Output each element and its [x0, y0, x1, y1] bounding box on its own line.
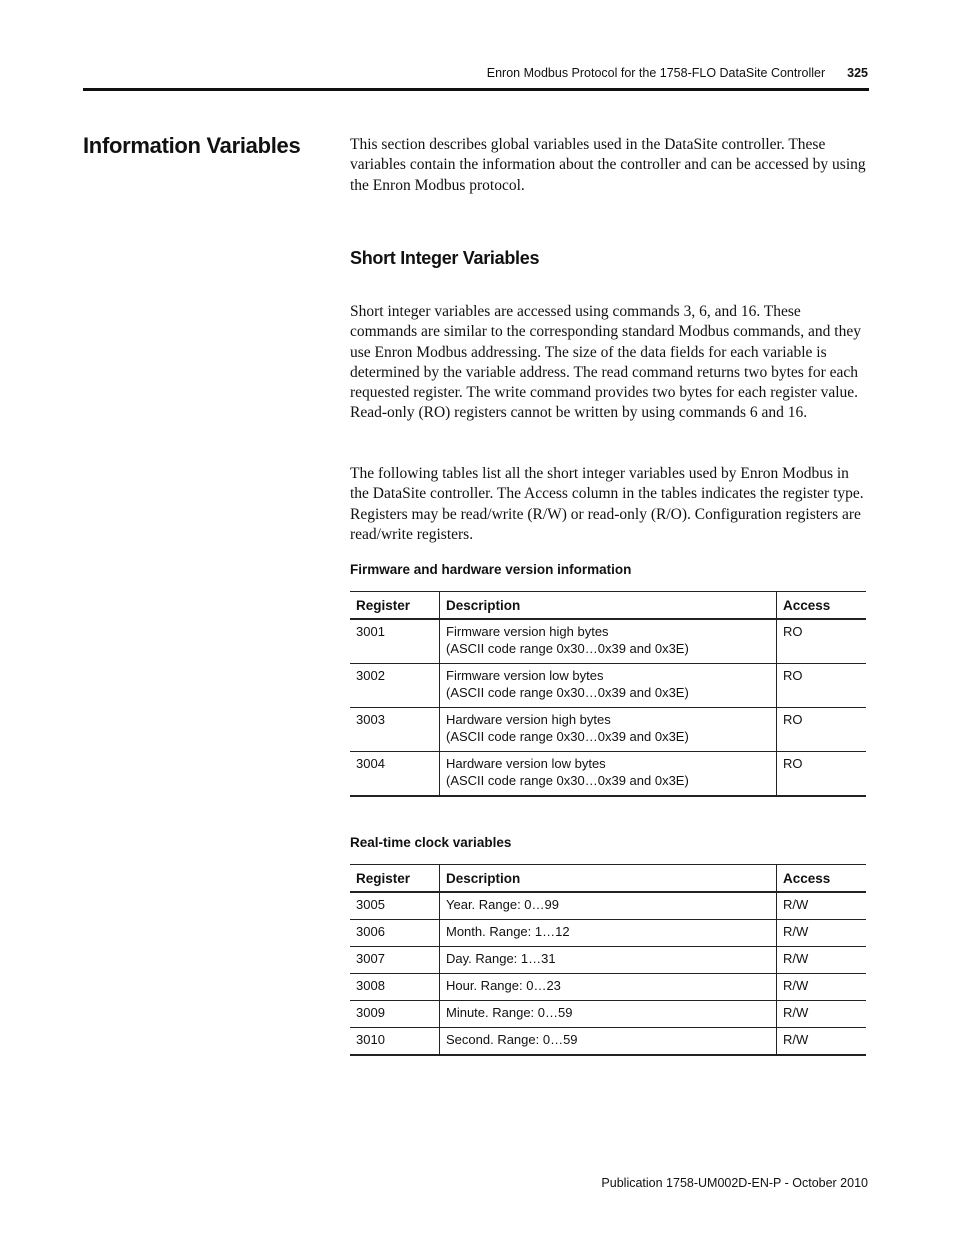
- register-cell: 3010: [350, 1028, 440, 1056]
- description-cell: Day. Range: 1…31: [440, 947, 777, 974]
- page-number: 325: [847, 66, 868, 80]
- table-row: [350, 892, 866, 920]
- access-cell: RO: [777, 708, 867, 752]
- register-cell: 3009: [350, 1001, 440, 1028]
- table-row: [350, 1028, 866, 1056]
- table-header-row: [350, 865, 866, 893]
- description-line: (ASCII code range 0x30…0x39 and 0x3E): [446, 729, 689, 744]
- description-cell: [440, 664, 777, 708]
- section-title: Information Variables: [83, 133, 301, 158]
- column-header: Access: [777, 592, 867, 620]
- table1-caption: Firmware and hardware version information: [350, 562, 632, 577]
- description-cell: Year. Range: 0…99: [440, 892, 777, 920]
- table-row: [350, 947, 866, 974]
- access-cell: RO: [777, 752, 867, 797]
- body-paragraph-1: Short integer variables are accessed using commands 3, 6, and 16. These commands are similar to the corresponding standard Modbus commands, and they use Enron Modbus addressing. The size of the data fields for each variable is determined by the variable address. The read command returns two bytes for each requested register. The write command provides two bytes for each register value. Read-only (RO) registers cannot be written by using commands 6 and 16.: [350, 303, 861, 422]
- body-paragraph-2: The following tables list all the short integer variables used by Enron Modbus in the DataSite controller. The Access column in the tables indicates the register type. Registers may be read/write (R/W) or read-only (R/O). Configuration registers are read/write registers.: [350, 465, 864, 543]
- subsection-title: Short Integer Variables: [350, 248, 540, 268]
- running-title: Enron Modbus Protocol for the 1758-FLO DataSite Controller: [486, 66, 826, 80]
- access-cell: R/W: [777, 1028, 867, 1056]
- column-header: Description: [440, 592, 777, 620]
- description-line: Firmware version low bytes: [446, 668, 604, 683]
- description-cell: Hour. Range: 0…23: [440, 974, 777, 1001]
- intro-block: [350, 135, 868, 196]
- table2-caption: Real-time clock variables: [350, 835, 512, 850]
- publication-footer: Publication 1758-UM002D-EN-P - October 2010: [601, 1176, 868, 1190]
- table-row: [350, 974, 866, 1001]
- description-line: (ASCII code range 0x30…0x39 and 0x3E): [446, 773, 689, 788]
- register-cell: 3008: [350, 974, 440, 1001]
- description-line: (ASCII code range 0x30…0x39 and 0x3E): [446, 641, 689, 656]
- description-cell: [440, 619, 777, 664]
- access-cell: R/W: [777, 920, 867, 947]
- table-row: [350, 619, 866, 664]
- description-cell: Month. Range: 1…12: [440, 920, 777, 947]
- table-row: [350, 920, 866, 947]
- description-cell: [440, 708, 777, 752]
- column-header: Register: [350, 865, 440, 893]
- header-rule: [83, 88, 869, 91]
- table-row: [350, 1001, 866, 1028]
- access-cell: R/W: [777, 947, 867, 974]
- table-row: [350, 752, 866, 797]
- body-block-2: [350, 464, 868, 545]
- description-line: Hardware version low bytes: [446, 756, 606, 771]
- access-cell: R/W: [777, 892, 867, 920]
- register-cell: 3003: [350, 708, 440, 752]
- register-cell: 3002: [350, 664, 440, 708]
- column-header: Description: [440, 865, 777, 893]
- clock-table: [350, 864, 866, 1056]
- register-cell: 3006: [350, 920, 440, 947]
- access-cell: R/W: [777, 974, 867, 1001]
- firmware-table: [350, 591, 866, 797]
- register-cell: 3005: [350, 892, 440, 920]
- column-header: Access: [777, 865, 867, 893]
- access-cell: RO: [777, 619, 867, 664]
- table-header-row: [350, 592, 866, 620]
- table-row: [350, 664, 866, 708]
- description-cell: Minute. Range: 0…59: [440, 1001, 777, 1028]
- intro-paragraph: This section describes global variables used in the DataSite controller. These variables contain the information about the controller and can be accessed by using the Enron Modbus protocol.: [350, 136, 866, 194]
- description-cell: [440, 752, 777, 797]
- description-cell: Second. Range: 0…59: [440, 1028, 777, 1056]
- column-header: Register: [350, 592, 440, 620]
- register-cell: 3004: [350, 752, 440, 797]
- description-line: (ASCII code range 0x30…0x39 and 0x3E): [446, 685, 689, 700]
- register-cell: 3007: [350, 947, 440, 974]
- running-header: [487, 66, 868, 80]
- access-cell: R/W: [777, 1001, 867, 1028]
- description-line: Hardware version high bytes: [446, 712, 611, 727]
- description-line: Firmware version high bytes: [446, 624, 609, 639]
- table-row: [350, 708, 866, 752]
- register-cell: 3001: [350, 619, 440, 664]
- body-block-1: [350, 302, 868, 424]
- access-cell: RO: [777, 664, 867, 708]
